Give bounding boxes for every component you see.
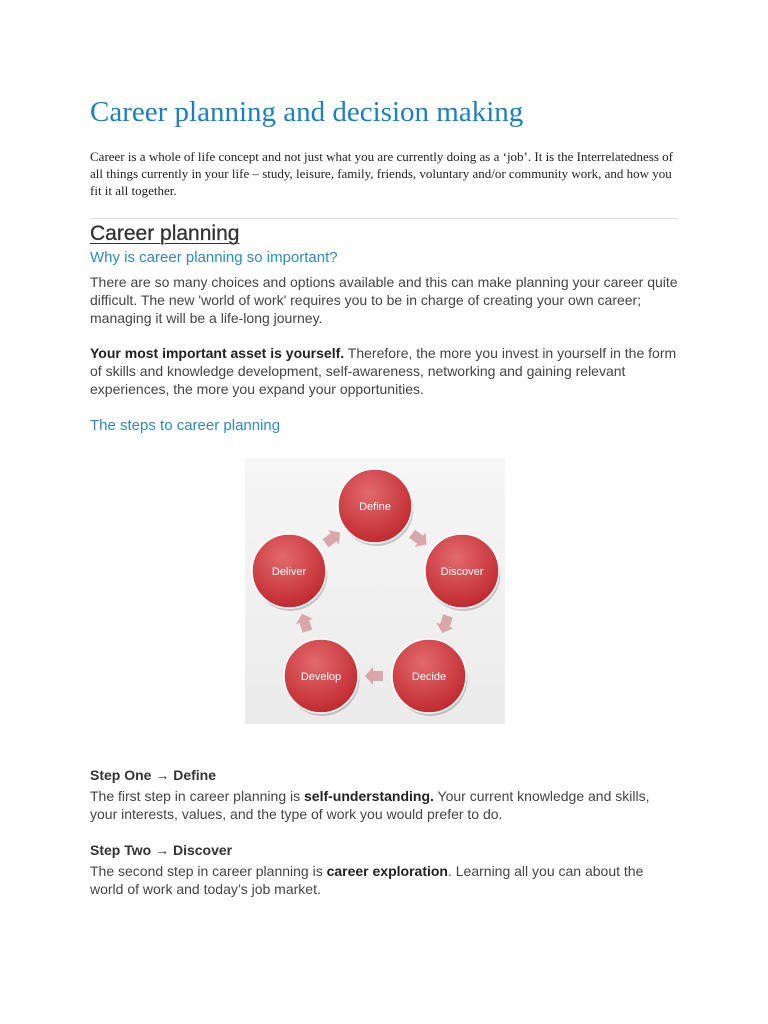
step-one-text-before: The first step in career planning is xyxy=(90,788,304,804)
section-heading: Career planning xyxy=(90,222,240,245)
node-label: Develop xyxy=(300,671,342,683)
steps-subheading: The steps to career planning xyxy=(90,417,281,434)
career-cycle-diagram xyxy=(245,458,505,724)
step-two-bold: career exploration xyxy=(326,863,448,879)
asset-paragraph xyxy=(90,344,678,398)
asset-bold-text: Your most important asset is yourself. xyxy=(90,345,345,361)
step-two-text xyxy=(90,862,678,898)
step-two-heading: Step Two → Discover xyxy=(90,842,233,858)
asset-rest-text: Therefore, the more you invest in yourself in the form of skills and knowledge development, self-awareness, networking and gaining relevant experiences, the more you expand your opportunities. xyxy=(90,345,677,397)
node-label: Decide xyxy=(411,671,447,683)
section-divider xyxy=(90,218,678,219)
step-two-text-before: The second step in career planning is xyxy=(90,863,327,879)
step-one-text xyxy=(90,787,678,823)
importance-paragraph: There are so many choices and options available and this can make planning your career quite difficult. The new 'world of work' requires you to be in charge of creating your own career; managing it will be a life-long journey. xyxy=(90,274,678,326)
step-two-text-after: . Learning all you can about the world of work and today’s job market. xyxy=(90,863,644,897)
node-label: Define xyxy=(359,501,391,513)
why-subheading: Why is career planning so important? xyxy=(90,249,338,266)
intro-paragraph: Career is a whole of life concept and not just what you are currently doing as a ‘job’. It is the Interrelatedness of all things currently in your life – study, leisure, family, friends, voluntary and/or community work, and how you fit it all together. xyxy=(90,149,673,198)
step-one-heading: Step One → Define xyxy=(90,767,217,783)
step-one-bold: self-understanding. xyxy=(304,788,434,804)
node-label: Deliver xyxy=(271,566,307,578)
page-title: Career planning and decision making xyxy=(90,96,524,128)
cycle-svg xyxy=(245,458,505,724)
step-one-text-after: Your current knowledge and skills, your interests, values, and the type of work you would prefer to do. xyxy=(90,788,650,822)
node-label: Discover xyxy=(440,566,484,578)
